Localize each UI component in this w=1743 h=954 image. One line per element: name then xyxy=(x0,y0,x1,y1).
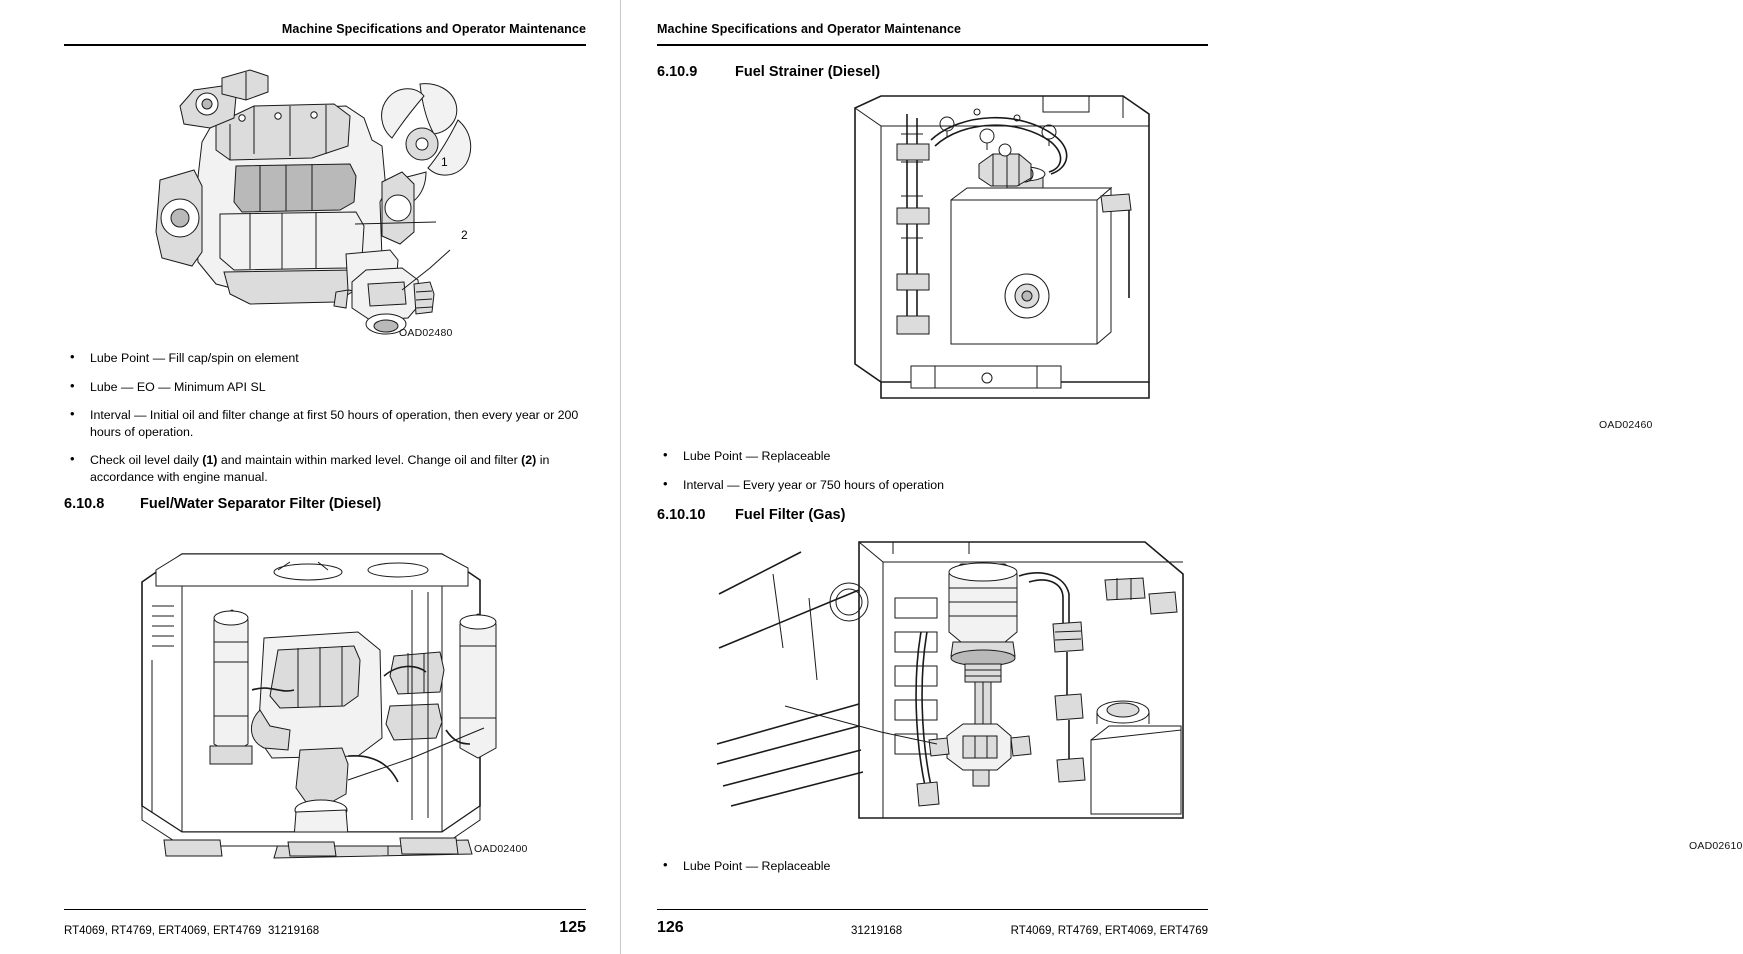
page-number-left: 125 xyxy=(559,919,586,936)
figure-fuel-strainer xyxy=(811,88,1211,418)
footer-models-right: RT4069, RT4769, ERT4069, ERT4769 xyxy=(1010,925,1208,937)
page-header-title: Machine Specifications and Operator Maintenance xyxy=(281,22,586,36)
callout-2: 2 xyxy=(461,228,468,242)
section-title: Fuel Strainer (Diesel) xyxy=(735,64,881,80)
figure-code-engine: OAD02480 xyxy=(399,327,453,339)
section-title: Fuel/Water Separator Filter (Diesel) xyxy=(140,496,382,512)
footer-models-left: RT4069, RT4769, ERT4069, ERT4769 xyxy=(64,925,262,937)
figure-code-strainer: OAD02460 xyxy=(1599,419,1653,431)
bullet-interval: • Interval — Initial oil and filter change at first 50 hours of operation, then every year or 200 hours of operation. xyxy=(64,407,589,440)
header-rule-right xyxy=(657,44,1208,46)
section-number: 6.10.10 xyxy=(657,507,706,523)
figure-fuel-filter-gas xyxy=(713,528,1193,840)
header-rule xyxy=(64,44,586,46)
section-heading-6-10-10 xyxy=(657,507,845,523)
bullet-lube-point: • Lube Point — Replaceable xyxy=(657,448,1177,465)
footer-rule xyxy=(64,909,586,910)
bullet-list-filter xyxy=(657,858,1177,887)
bullet-check-oil: • Check oil level daily (1) and maintain within marked level. Change oil and filter (2) in accordance with engine manual. xyxy=(64,452,589,485)
footer-doc-number-right: 31219168 xyxy=(851,925,903,937)
bullet-list-engine-oil xyxy=(64,350,589,497)
page-header-title-right: Machine Specifications and Operator Maintenance xyxy=(657,22,962,36)
callout-1: 1 xyxy=(441,155,448,169)
page-left xyxy=(0,0,621,954)
bullet-lube-point: • Lube Point — Replaceable xyxy=(657,858,1177,875)
footer-rule-right xyxy=(657,909,1208,910)
bullet-interval: • Interval — Every year or 750 hours of operation xyxy=(657,477,1177,494)
page-right xyxy=(621,0,1743,954)
page-number-right: 126 xyxy=(657,919,684,936)
footer-doc-number-left: 31219168 xyxy=(268,925,320,937)
bullet-list-strainer xyxy=(657,448,1177,505)
section-number: 6.10.9 xyxy=(657,64,698,80)
bullet-lube: • Lube — EO — Minimum API SL xyxy=(64,379,589,396)
figure-code-separator: OAD02400 xyxy=(474,843,528,855)
figure-fuel-water-separator xyxy=(112,520,522,860)
section-heading-6-10-8 xyxy=(64,496,381,512)
bullet-lube-point: • Lube Point — Fill cap/spin on element xyxy=(64,350,589,367)
figure-code-filter: OAD02610 xyxy=(1689,840,1743,852)
section-heading-6-10-9 xyxy=(657,64,880,80)
section-number: 6.10.8 xyxy=(64,496,105,512)
section-title: Fuel Filter (Gas) xyxy=(735,507,846,523)
figure-engine-oil-fill xyxy=(150,62,480,332)
